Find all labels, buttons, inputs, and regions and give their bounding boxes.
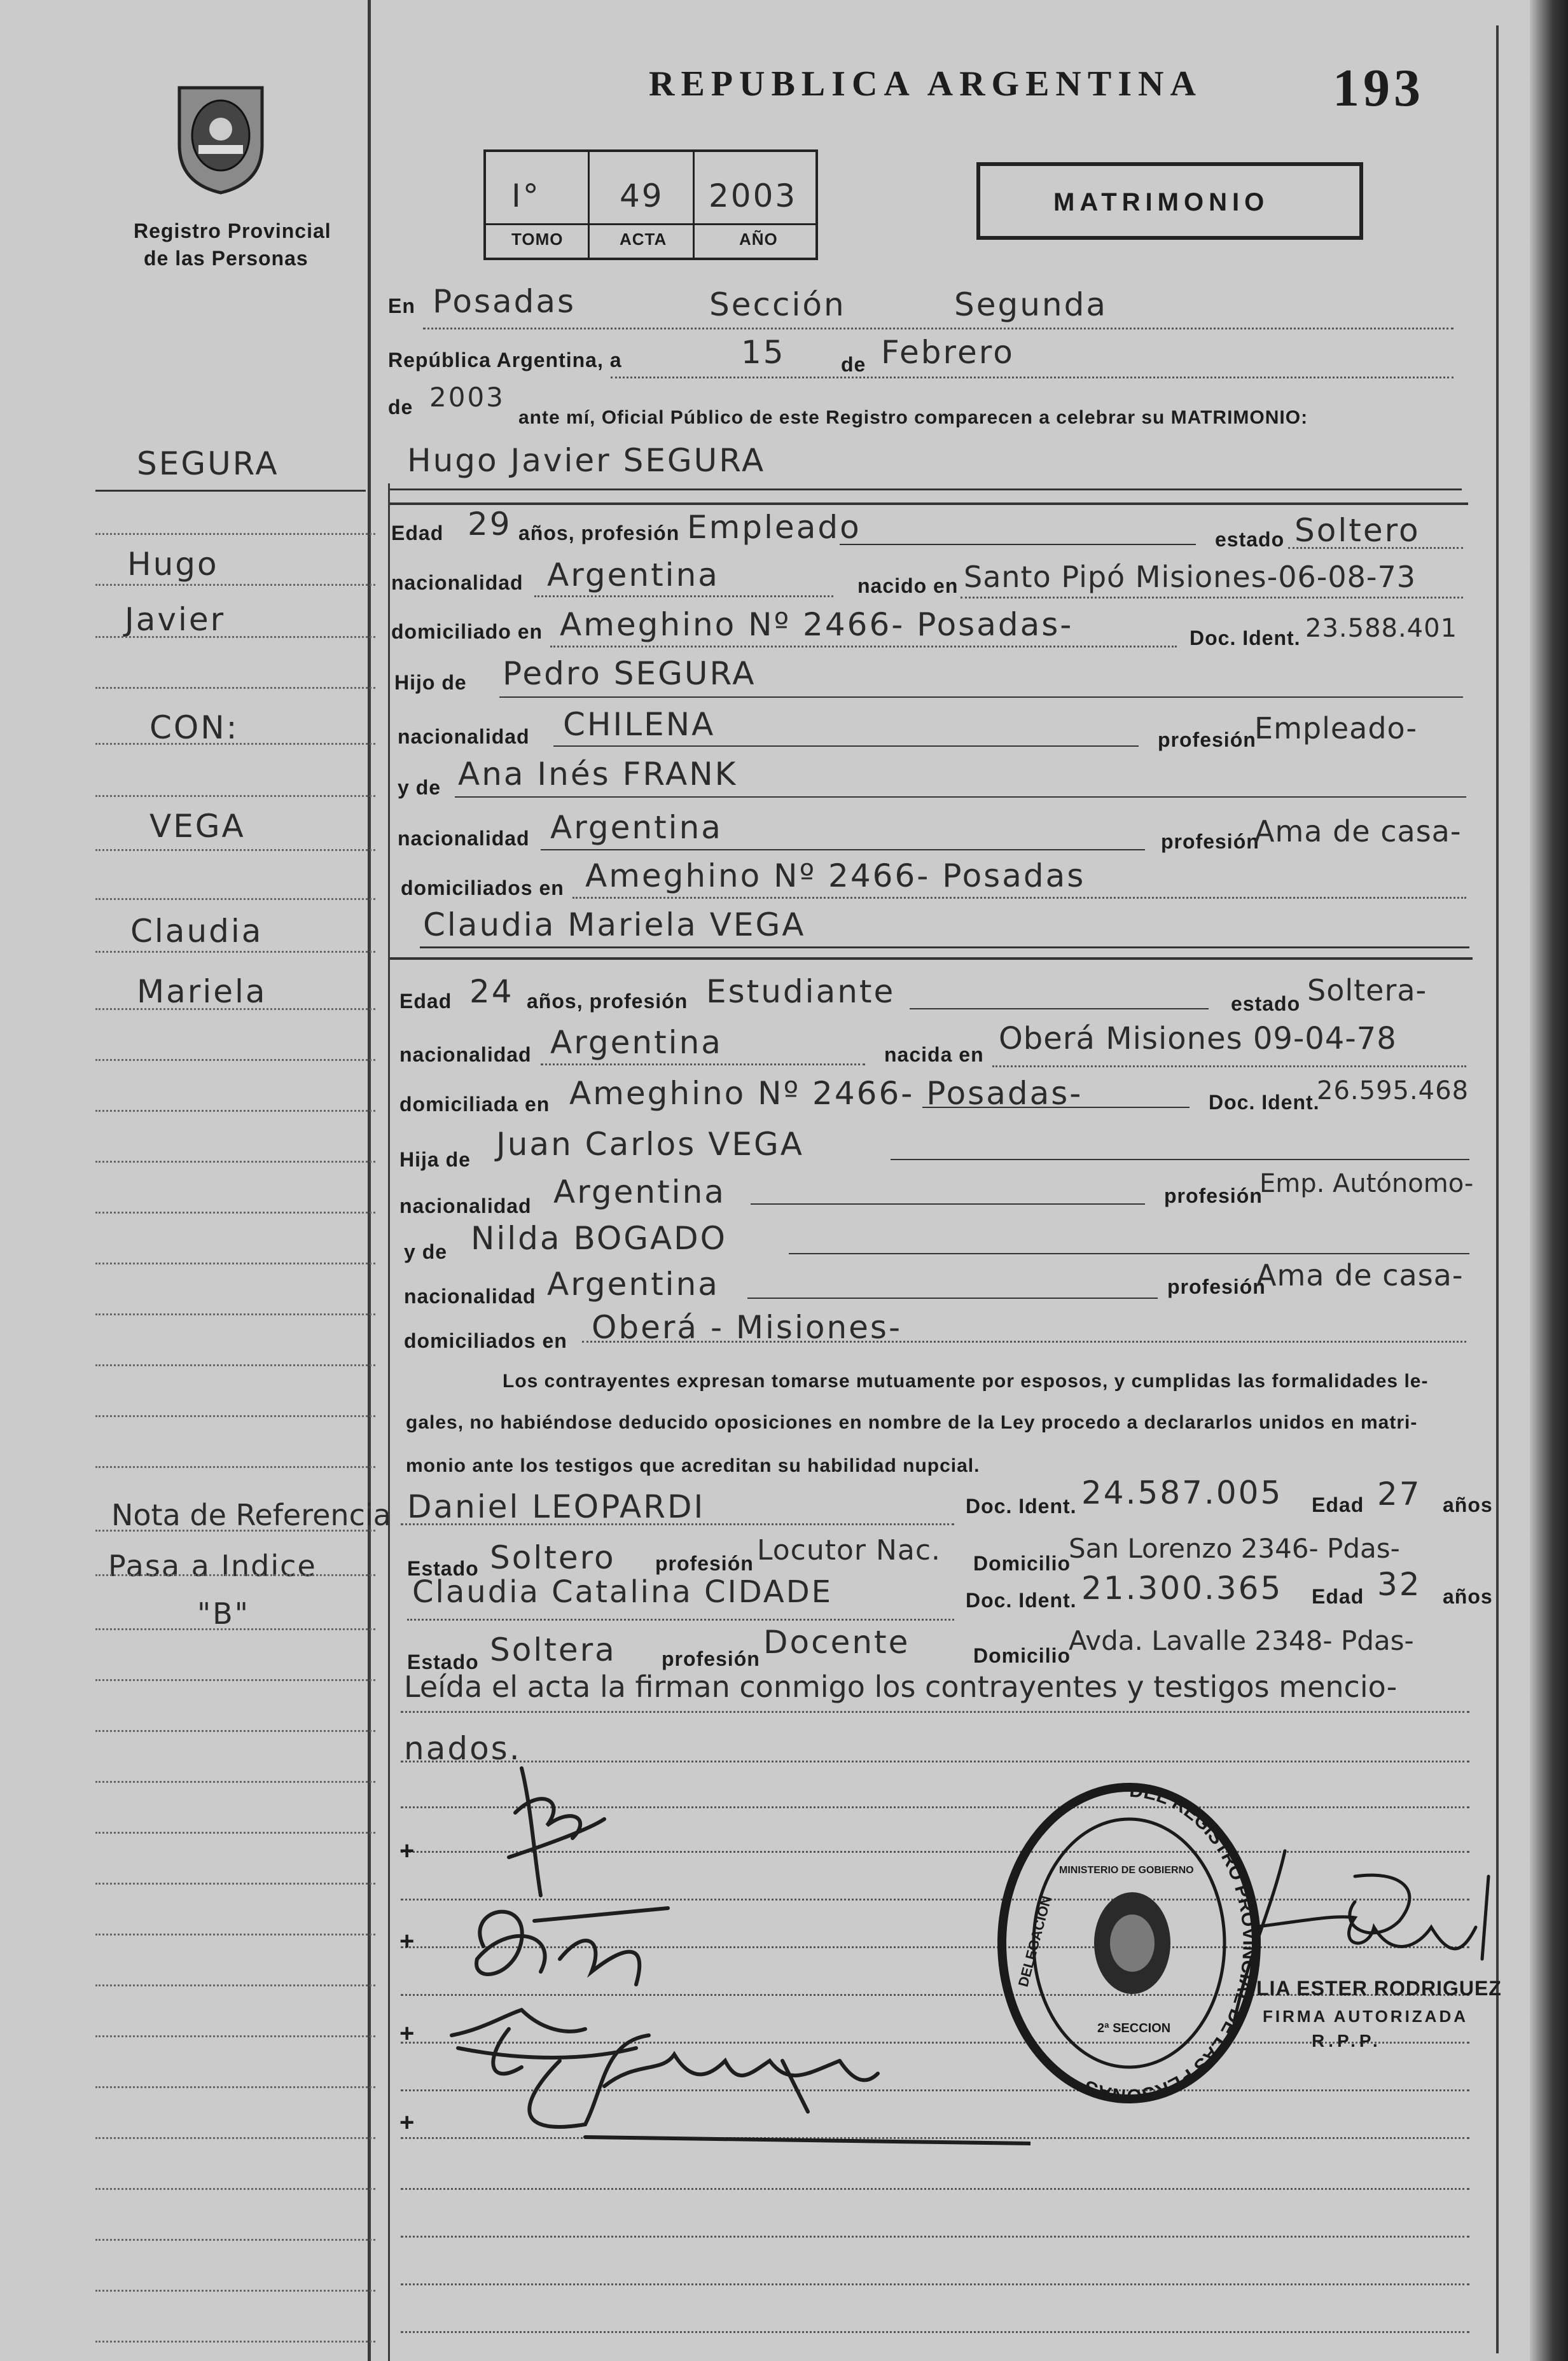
closing-line-1: Leída el acta la firman conmigo los contrayentes y testigos mencio- — [404, 1670, 1398, 1704]
bride-father-prof-value: Emp. Autónomo- — [1259, 1169, 1474, 1198]
bride-nacida-label: nacida en — [884, 1043, 984, 1066]
witness2-name: Claudia Catalina CIDADE — [412, 1574, 833, 1610]
margin-surname-underline — [95, 490, 366, 492]
page-number: 193 — [1333, 59, 1424, 118]
witness2-prof-label: profesión — [662, 1647, 760, 1670]
witness2-edad-label: Edad — [1312, 1585, 1364, 1608]
groom-mother-value: Ana Inés FRANK — [458, 756, 738, 793]
country-title: REPUBLICA ARGENTINA — [649, 64, 1202, 104]
margin-nota-line2: Pasa a Indice — [108, 1549, 317, 1583]
bride-nacida-line — [992, 1065, 1466, 1067]
bride-section-line — [390, 957, 1473, 960]
bride-nacionalidad-label: nacionalidad — [399, 1043, 532, 1066]
witness1-estado-label: Estado — [407, 1557, 479, 1580]
bride-mother-prof-value: Ama de casa- — [1256, 1258, 1464, 1292]
margin-name1: Hugo — [127, 546, 219, 583]
witness1-name: Daniel LEOPARDI — [407, 1488, 705, 1525]
tomo-label: TOMO — [511, 230, 564, 249]
witness2-prof-value: Docente — [763, 1624, 910, 1661]
bride-profesion-line — [910, 1008, 1209, 1009]
stamp-left-text: DELEGACION — [1015, 1894, 1055, 1989]
place-dotted-line — [423, 328, 1454, 329]
bride-mother-line — [789, 1253, 1469, 1254]
bride-mother-prof-label: profesión — [1167, 1275, 1266, 1298]
de-label: de — [841, 353, 866, 376]
bride-parents-dom-value: Oberá - Misiones- — [592, 1309, 902, 1346]
bride-edad-value: 24 — [469, 973, 514, 1010]
witness2-edad-value: 32 — [1377, 1566, 1422, 1603]
groom-doc-value: 23.588.401 — [1305, 614, 1458, 643]
witness2-estado-value: Soltera — [490, 1631, 616, 1668]
official-org: R.P.P. — [1312, 2031, 1382, 2051]
groom-nacido-line — [961, 597, 1463, 599]
bride-nacida-value: Oberá Misiones 09-04-78 — [999, 1021, 1397, 1056]
bride-parents-dom-line — [582, 1341, 1466, 1343]
bride-domicilio-label: domiciliada en — [399, 1093, 550, 1116]
official-title: FIRMA AUTORIZADA — [1263, 2007, 1469, 2026]
intro-text: ante mí, Oficial Público de este Registro comparecen a celebrar su MATRIMONIO: — [518, 407, 1308, 428]
section-value: Sección — [709, 286, 846, 323]
groom-father-value: Pedro SEGURA — [503, 655, 756, 692]
bride-father-line — [891, 1159, 1469, 1160]
groom-profesion-label: años, profesión — [518, 522, 680, 544]
witness2-dom-value: Avda. Lavalle 2348- Pdas- — [1069, 1625, 1414, 1656]
bride-mother-nac-value: Argentina — [547, 1266, 719, 1303]
acta-label: ACTA — [620, 230, 667, 249]
signatures-drawing — [394, 1730, 1030, 2175]
margin-nota-line3: "B" — [197, 1596, 250, 1631]
anio-value: 2003 — [709, 177, 798, 214]
witness2-doc-label: Doc. Ident. — [966, 1589, 1077, 1612]
groom-edad-label: Edad — [391, 522, 444, 544]
witness1-estado-value: Soltero — [490, 1539, 616, 1576]
groom-mother-prof-label: profesión — [1161, 830, 1259, 853]
document-type-box — [976, 162, 1363, 240]
groom-nacionalidad-value: Argentina — [547, 557, 719, 593]
groom-profesion-value: Empleado — [687, 509, 861, 546]
groom-nacionalidad-label: nacionalidad — [391, 571, 524, 594]
declaration-line-3: monio ante los testigos que acreditan su habilidad nupcial. — [406, 1455, 980, 1476]
witness2-estado-label: Estado — [407, 1651, 479, 1673]
groom-mother-prof-value: Ama de casa- — [1254, 814, 1462, 848]
groom-parents-dom-label: domiciliados en — [401, 876, 564, 899]
acta-box — [483, 149, 818, 260]
stamp-ring-text: DEL REGISTRO PROVINCIAL DE LAS PERSONAS — [1081, 1780, 1260, 2107]
margin-con: CON: — [149, 709, 239, 746]
groom-nacido-label: nacido en — [857, 574, 959, 597]
bride-doc-value: 26.595.468 — [1317, 1076, 1469, 1105]
bride-name-line — [420, 946, 1469, 948]
day-value: 15 — [741, 334, 786, 371]
de-year-label: de — [388, 396, 413, 419]
margin-name4: Mariela — [137, 973, 267, 1010]
margin-divider-line — [368, 0, 371, 2361]
en-label: En — [388, 294, 415, 317]
witness2-doc-value: 21.300.365 — [1081, 1570, 1283, 1607]
stamp-inner-text-2: 2ª SECCION — [1097, 2021, 1171, 2035]
witness1-dom-label: Domicilio — [973, 1552, 1071, 1575]
groom-nacionalidad-line — [534, 595, 833, 597]
month-value: Febrero — [881, 334, 1015, 371]
groom-doc-label: Doc. Ident. — [1190, 627, 1301, 649]
bride-estado-label: estado — [1231, 992, 1301, 1015]
bride-father-value: Juan Carlos VEGA — [496, 1126, 804, 1163]
bride-father-nac-line — [751, 1203, 1145, 1205]
groom-father-prof-label: profesión — [1158, 728, 1256, 751]
groom-domicilio-label: domiciliado en — [391, 620, 543, 643]
groom-domicilio-line — [550, 646, 1177, 647]
witness1-doc-value: 24.587.005 — [1081, 1474, 1283, 1511]
witness1-prof-value: Locutor Nac. — [757, 1534, 941, 1567]
groom-father-nac-label: nacionalidad — [398, 725, 530, 748]
margin-name2: Javier — [125, 601, 226, 638]
page-edge-shadow — [1530, 0, 1568, 2361]
bride-doc-label: Doc. Ident. — [1209, 1091, 1320, 1114]
bride-profesion-value: Estudiante — [706, 973, 896, 1010]
witness1-anios-label: años — [1443, 1493, 1493, 1516]
groom-domicilio-value: Ameghino Nº 2466- Posadas- — [560, 606, 1074, 643]
bride-domicilio-line — [922, 1107, 1190, 1108]
bride-profesion-label: años, profesión — [527, 990, 688, 1013]
year-value: 2003 — [429, 382, 505, 413]
groom-mother-label: y de — [398, 776, 441, 799]
groom-parents-dom-line — [572, 897, 1466, 899]
bride-hija-label: Hija de — [399, 1148, 471, 1171]
witness1-edad-label: Edad — [1312, 1493, 1364, 1516]
bride-mother-nac-line — [747, 1298, 1158, 1299]
groom-name-line — [390, 488, 1462, 490]
groom-section-line — [390, 502, 1468, 505]
groom-nacido-value: Santo Pipó Misiones-06-08-73 — [964, 560, 1416, 594]
registry-name-line2: de las Personas — [144, 247, 309, 270]
witness1-edad-value: 27 — [1377, 1476, 1422, 1513]
bride-father-nac-label: nacionalidad — [399, 1194, 532, 1217]
groom-estado-label: estado — [1215, 528, 1285, 551]
place-value: Posadas — [433, 283, 576, 320]
tomo-value: I° — [511, 177, 541, 214]
groom-mother-line — [455, 796, 1466, 798]
bride-father-prof-label: profesión — [1164, 1184, 1263, 1207]
document-type-label: MATRIMONIO — [1053, 188, 1270, 216]
bride-estado-value: Soltera- — [1307, 973, 1427, 1007]
witness2-anios-label: años — [1443, 1585, 1493, 1608]
groom-father-line — [499, 696, 1463, 698]
bride-mother-label: y de — [404, 1240, 448, 1263]
margin-surname2: VEGA — [149, 808, 246, 845]
groom-father-nac-line — [553, 745, 1139, 747]
witness1-dom-value: San Lorenzo 2346- Pdas- — [1069, 1533, 1400, 1564]
signature-mark-4: + — [399, 2108, 415, 2136]
bride-edad-label: Edad — [399, 990, 452, 1013]
section-number-value: Segunda — [954, 286, 1107, 323]
bride-full-name: Claudia Mariela VEGA — [423, 906, 806, 943]
witness2-name-line — [407, 1619, 954, 1621]
groom-hijo-label: Hijo de — [394, 671, 467, 694]
groom-estado-line — [1288, 547, 1463, 549]
bride-father-nac-value: Argentina — [553, 1174, 726, 1210]
republica-label: República Argentina, a — [388, 349, 622, 371]
witness1-doc-label: Doc. Ident. — [966, 1495, 1077, 1518]
groom-father-nac-value: CHILENA — [563, 706, 716, 743]
groom-father-prof-value: Empleado- — [1254, 711, 1418, 745]
bride-domicilio-value: Ameghino Nº 2466- Posadas- — [569, 1075, 1083, 1112]
bride-mother-value: Nilda BOGADO — [471, 1220, 728, 1257]
witness2-dom-label: Domicilio — [973, 1644, 1071, 1667]
groom-parents-dom-value: Ameghino Nº 2466- Posadas — [585, 857, 1086, 894]
groom-full-name: Hugo Javier SEGURA — [407, 442, 766, 479]
groom-estado-value: Soltero — [1294, 512, 1420, 549]
province-seal-icon — [167, 75, 275, 196]
signature-mark-1: + — [399, 1837, 415, 1865]
date-dotted-line — [611, 377, 1454, 378]
witness1-name-line — [401, 1523, 954, 1525]
witness1-prof-label: profesión — [655, 1552, 754, 1575]
margin-name3: Claudia — [130, 913, 263, 950]
declaration-line-2: gales, no habiéndose deducido oposiciones en nombre de la Ley procedo a declararlos unidos en matri- — [406, 1412, 1418, 1433]
groom-edad-value: 29 — [468, 506, 512, 543]
right-border-line — [1496, 25, 1499, 2353]
registry-name-line1: Registro Provincial — [134, 219, 331, 242]
bride-nacionalidad-value: Argentina — [550, 1024, 723, 1061]
groom-mother-nac-value: Argentina — [550, 809, 723, 846]
form-left-line — [388, 483, 390, 2361]
anio-label: AÑO — [739, 230, 778, 249]
groom-profesion-line — [840, 544, 1196, 545]
acta-value: 49 — [620, 177, 664, 214]
closing-line-1-rule — [401, 1711, 1469, 1713]
groom-mother-nac-line — [541, 849, 1145, 850]
groom-mother-nac-label: nacionalidad — [398, 827, 530, 850]
bride-nacionalidad-line — [541, 1063, 865, 1065]
signature-mark-3: + — [399, 2019, 415, 2047]
official-name: LIA ESTER RODRIGUEZ — [1256, 1977, 1502, 2000]
closing-line-2: nados. — [404, 1730, 522, 1767]
stamp-inner-text-1: MINISTERIO DE GOBIERNO — [1059, 1865, 1194, 1876]
signature-mark-2: + — [399, 1927, 415, 1955]
bride-mother-nac-label: nacionalidad — [404, 1285, 536, 1308]
margin-nota-line1: Nota de Referencia — [111, 1498, 391, 1532]
bride-parents-dom-label: domiciliados en — [404, 1329, 567, 1352]
margin-surname: SEGURA — [137, 445, 279, 482]
declaration-line-1: Los contrayentes expresan tomarse mutuamente por esposos, y cumplidas las formalidades le- — [503, 1371, 1429, 1392]
